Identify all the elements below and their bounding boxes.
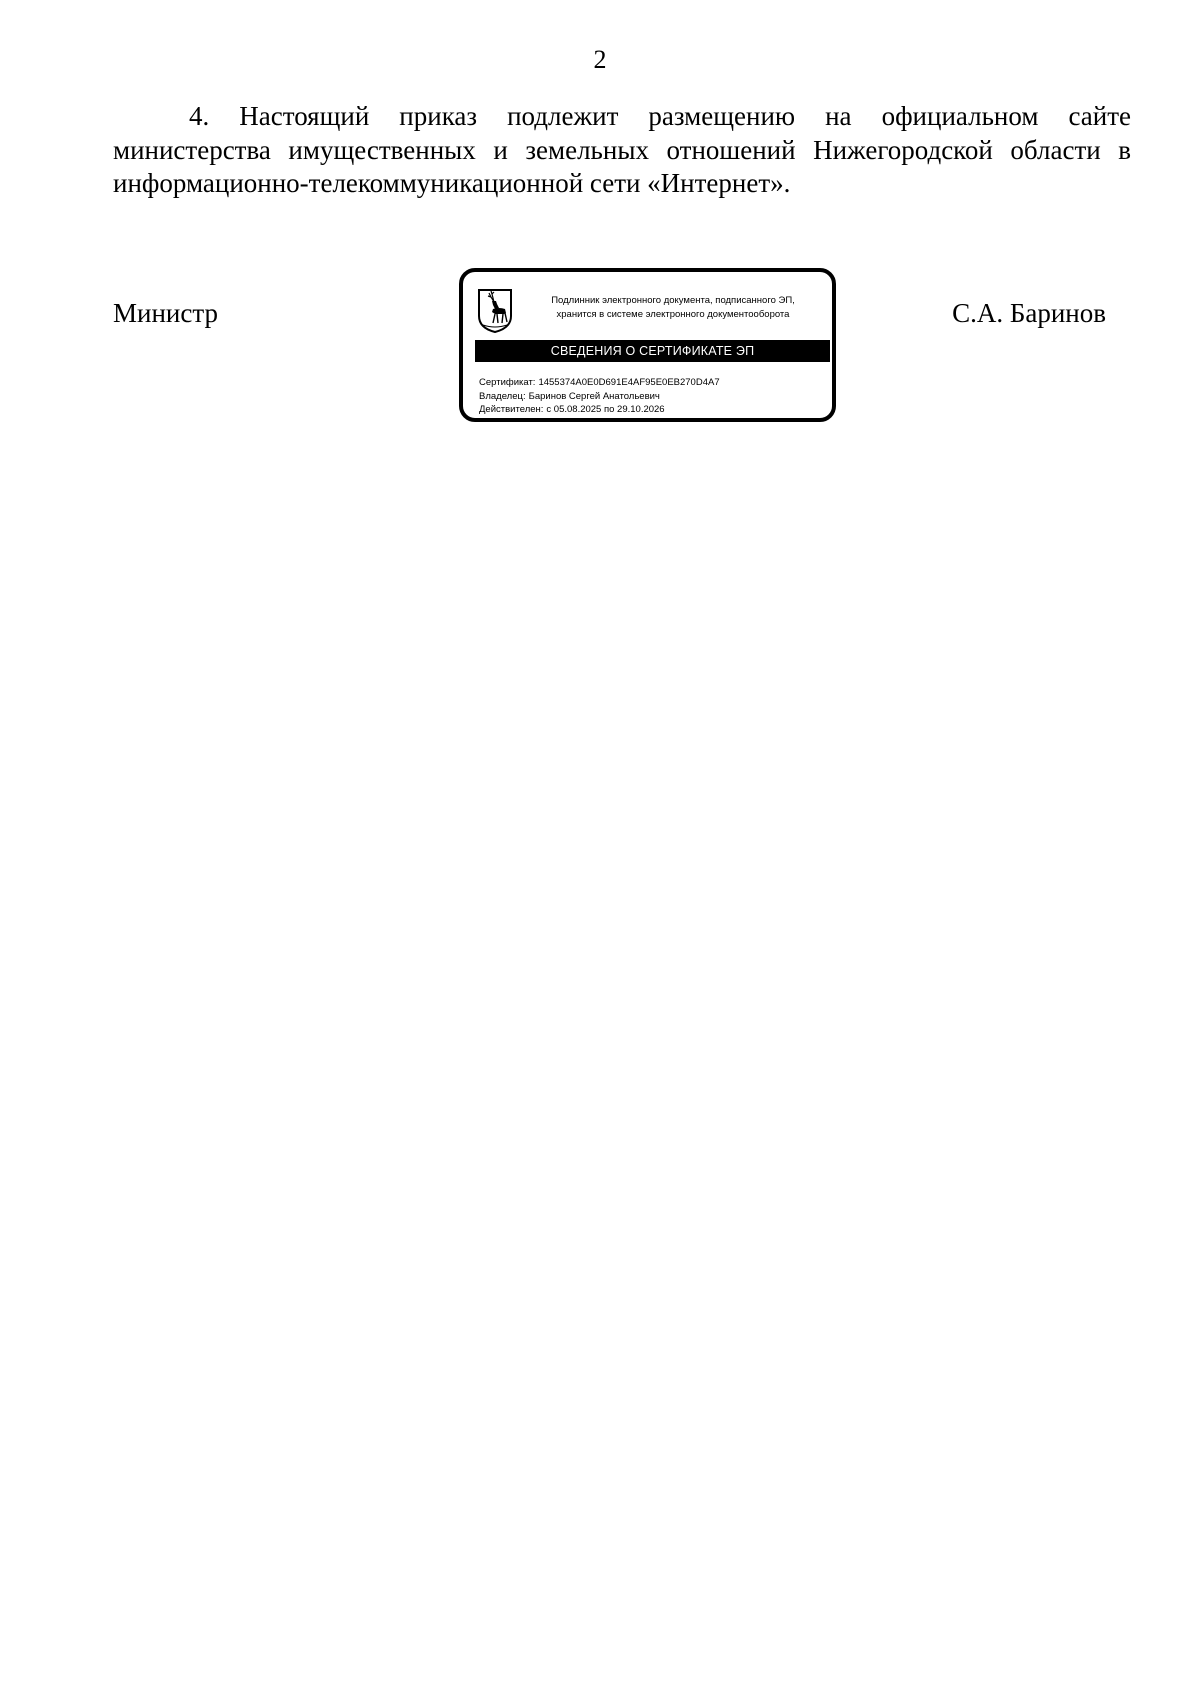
validity-value: с 05.08.2025 по 29.10.2026 xyxy=(546,404,665,415)
electronic-signature-stamp xyxy=(459,268,836,422)
owner-value: Баринов Сергей Анатольевич xyxy=(528,390,660,402)
certificate-row xyxy=(479,376,720,390)
certificate-label: Сертификат: xyxy=(479,377,536,388)
certificate-value: 1455374A0E0D691E4AF95E0EB270D4A7 xyxy=(538,377,720,388)
body-paragraph: 4. Настоящий приказ подлежит размещению на официальном сайте министерства имущественных и земельных отношений Нижегородской области в информационно-телекоммуникационной сети «Интернет». xyxy=(113,101,1131,198)
validity-label: Действителен: xyxy=(479,404,544,415)
certificate-info-bar: СВЕДЕНИЯ О СЕРТИФИКАТЕ ЭП xyxy=(475,340,830,362)
owner-label: Владелец: xyxy=(479,390,526,402)
stamp-header-line-1: Подлинник электронного документа, подписанного ЭП, xyxy=(551,295,795,306)
signatory-name: С.А. Баринов xyxy=(952,298,1106,328)
stamp-header-line-2: хранится в системе электронного документооборота xyxy=(556,309,790,320)
stamp-header xyxy=(523,294,823,322)
owner-row xyxy=(479,390,720,404)
page-number: 2 xyxy=(593,45,607,74)
validity-row xyxy=(479,403,720,417)
certificate-details xyxy=(479,376,720,417)
coat-of-arms-icon xyxy=(477,288,513,334)
signatory-title: Министр xyxy=(113,298,218,328)
